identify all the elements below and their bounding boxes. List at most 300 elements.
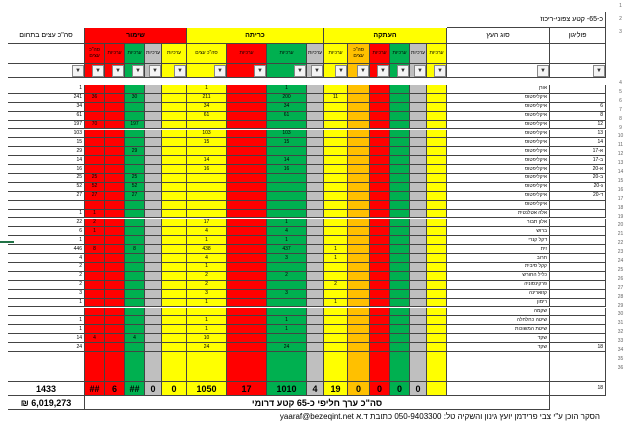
table-cell [145,210,162,219]
row-number[interactable]: 23 [617,249,624,256]
filter-dropdown-button[interactable]: ▼ [294,65,306,77]
table-cell [370,272,390,281]
row-number[interactable]: 27 [617,284,624,291]
table-cell [227,201,267,210]
row-number[interactable]: 21 [617,231,624,238]
table-cell [390,138,410,147]
row-number[interactable]: 31 [617,320,624,327]
table-cell [348,299,370,308]
table-cell [427,183,447,192]
row-number[interactable]: 12 [617,151,624,158]
table-cell [145,236,162,245]
subheader-t6: ערכיות [427,44,447,64]
filter-dropdown-button[interactable]: ▼ [377,65,389,77]
table-cell [324,316,348,325]
species-cell: אורן [447,85,550,94]
table-cell [410,299,427,308]
table-cell [227,103,267,112]
table-cell [348,272,370,281]
header-keep: שימור [85,28,187,44]
table-cell [267,308,307,317]
subheader-k2: ערכיות [105,44,125,64]
filter-dropdown-button[interactable]: ▼ [593,65,605,77]
table-cell: 197 [125,121,145,130]
table-cell [370,85,390,94]
table-cell [145,254,162,263]
filter-dropdown-button[interactable]: ▼ [434,65,446,77]
table-cell [145,334,162,343]
species-cell: איקליפטוס [447,147,550,156]
table-cell [324,103,348,112]
row-number[interactable]: 2 [619,16,622,22]
table-cell [307,210,324,219]
table-cell [125,352,145,382]
table-cell: 70 [85,121,105,130]
row-number[interactable]: 26 [617,275,624,282]
filter-dropdown-button[interactable]: ▼ [112,65,124,77]
table-cell [187,183,227,192]
species-cell: איקליפטוס [447,165,550,174]
subheader-k5: ערכיות [162,44,187,64]
table-cell [390,156,410,165]
table-cell: 25 [85,174,105,183]
table-cell: 437 [267,245,307,254]
table-cell [162,94,187,103]
table-cell [162,103,187,112]
table-cell [390,103,410,112]
table-cell: 29 [8,147,85,156]
table-cell: 30 [125,94,145,103]
table-cell [348,352,370,382]
table-cell [348,112,370,121]
table-cell [227,219,267,228]
species-cell: איקליפטוס [447,138,550,147]
species-cell: קזוארינה [447,290,550,299]
table-cell [267,352,307,382]
table-cell [227,130,267,139]
row-number[interactable]: 18 [617,204,624,211]
row-number[interactable]: 20 [617,222,624,229]
filter-dropdown-button[interactable]: ▼ [72,65,84,77]
table-cell: 1 [324,245,348,254]
table-cell: 34 [8,103,85,112]
table-cell [390,236,410,245]
table-cell [307,227,324,236]
row-number[interactable]: 13 [617,160,624,167]
table-cell [145,183,162,192]
table-cell [162,227,187,236]
table-cell [162,147,187,156]
sheet-title: כ-65- קטע צפוני-ריכוז [447,12,606,28]
table-cell [227,352,267,382]
table-cell [427,236,447,245]
table-cell: 17 [187,219,227,228]
table-cell: 18 [550,343,606,352]
table-cell [187,352,227,382]
table-cell [162,121,187,130]
table-cell [187,121,227,130]
table-cell [390,219,410,228]
table-cell [370,254,390,263]
table-cell: 61 [8,112,85,121]
row-number[interactable]: 34 [617,347,624,353]
row-number[interactable]: 35 [617,355,624,362]
table-cell [390,343,410,352]
table-cell [145,290,162,299]
table-cell [550,85,606,94]
row-number[interactable]: 28 [617,293,624,300]
table-cell [105,183,125,192]
table-cell [550,210,606,219]
row-number[interactable]: 29 [617,302,624,309]
table-cell [145,130,162,139]
table-cell [162,219,187,228]
species-cell: קקל סיבית [447,263,550,272]
table-cell [390,121,410,130]
total-blank [447,382,550,396]
table-cell: 1 [8,236,85,245]
row-number[interactable]: 15 [617,177,624,184]
total-blank [427,382,447,396]
table-cell: 1 [187,85,227,94]
table-cell [162,174,187,183]
species-cell: ברוש [447,227,550,236]
filter-dropdown-button[interactable]: ▼ [214,65,226,77]
table-cell [348,210,370,219]
table-cell [125,308,145,317]
table-cell [427,156,447,165]
table-cell [162,156,187,165]
table-cell [85,112,105,121]
table-cell [410,210,427,219]
table-cell: 61 [187,112,227,121]
table-cell: 1 [267,219,307,228]
table-cell [162,343,187,352]
row-number[interactable]: 33 [617,338,624,345]
table-cell [348,219,370,228]
table-cell [145,227,162,236]
filter-dropdown-button[interactable]: ▼ [92,65,104,77]
row-number[interactable]: 22 [617,240,624,247]
subheader-c3: ערכיות [267,44,307,64]
table-cell [427,299,447,308]
subheader-k3: ערכיות [125,44,145,64]
species-cell: דקל קנרי [447,236,550,245]
table-cell [85,236,105,245]
table-cell [227,156,267,165]
table-cell [145,343,162,352]
species-cell: רימון [447,299,550,308]
table-cell [550,219,606,228]
species-cell: אלה אטלנטית [447,210,550,219]
table-cell [85,201,105,210]
row-number[interactable]: 11 [617,142,624,149]
credit-line: הסקר הוכן ע"י צבי פרידמן יועץ גינון והשקיה טל: 050-9403300 כתובת ד.א yaaraf@bezeqint.net [279,411,600,421]
table-cell [427,94,447,103]
table-cell [410,352,427,382]
table-cell [410,94,427,103]
table-cell [125,201,145,210]
table-cell [307,272,324,281]
row-number[interactable]: 24 [617,258,624,264]
table-cell [390,130,410,139]
table-cell [85,290,105,299]
table-cell [125,272,145,281]
table-cell [267,174,307,183]
table-cell: 1 [85,227,105,236]
species-cell: שיטת המשוכות [447,325,550,334]
table-cell [550,281,606,290]
table-cell [307,85,324,94]
table-cell [324,201,348,210]
table-cell [324,219,348,228]
table-cell [324,165,348,174]
table-cell [348,183,370,192]
table-cell [105,263,125,272]
table-cell: 24 [267,343,307,352]
species-cell: איקליפטוס [447,156,550,165]
table-cell [410,245,427,254]
table-cell [427,227,447,236]
table-cell [187,210,227,219]
table-cell [324,192,348,201]
table-cell [162,210,187,219]
table-cell [105,192,125,201]
table-cell [105,254,125,263]
table-cell [410,156,427,165]
species-cell: כליל החורש [447,272,550,281]
table-cell [125,138,145,147]
table-cell [145,219,162,228]
filter-dropdown-button[interactable]: ▼ [357,65,369,77]
table-cell [125,219,145,228]
table-cell [324,156,348,165]
table-cell: 446 [8,245,85,254]
total-cell: 4 [307,382,324,396]
table-cell [227,299,267,308]
table-cell [227,112,267,121]
table-cell: 1 [8,316,85,325]
table-cell [105,308,125,317]
table-cell [267,201,307,210]
filter-dropdown-button[interactable]: ▼ [149,65,161,77]
table-cell [348,290,370,299]
table-cell [85,281,105,290]
species-cell: אלון תבור [447,219,550,228]
table-cell: 103 [267,130,307,139]
species-cell: איקליפטוס [447,201,550,210]
table-cell [162,165,187,174]
row-number[interactable]: 19 [617,213,624,220]
table-cell [348,236,370,245]
table-cell [427,245,447,254]
table-cell [348,147,370,156]
table-cell: 1 [187,236,227,245]
total-cell: ## [125,382,145,396]
filter-dropdown-button[interactable]: ▼ [537,65,549,77]
table-cell [370,201,390,210]
table-cell [105,94,125,103]
table-cell [348,165,370,174]
table-cell: 6 [8,227,85,236]
table-cell [105,112,125,121]
table-cell [370,352,390,382]
table-cell [187,201,227,210]
table-cell [227,192,267,201]
row-number[interactable]: 16 [617,186,624,193]
table-cell [390,352,410,382]
header-transplant: העתקה [324,28,447,44]
filter-dropdown-button[interactable]: ▼ [254,65,266,77]
table-cell [410,263,427,272]
row-number[interactable]: 3 [619,29,622,35]
table-cell [348,192,370,201]
table-cell [227,334,267,343]
table-cell [324,183,348,192]
table-cell [125,343,145,352]
table-cell [307,352,324,382]
table-cell [307,334,324,343]
table-cell: 15 [267,138,307,147]
table-cell: 2 [8,263,85,272]
table-cell [227,147,267,156]
table-cell [324,352,348,382]
row-number[interactable]: 4 [619,80,622,86]
row-number[interactable]: 6 [619,97,622,104]
table-cell [227,254,267,263]
table-cell [145,192,162,201]
table-cell [227,245,267,254]
row-number[interactable]: 8 [619,115,622,122]
total-cell: 0 [370,382,390,396]
table-cell [125,254,145,263]
species-cell: איקליפטוס [447,112,550,121]
table-cell [227,183,267,192]
table-cell [162,325,187,334]
table-cell [427,103,447,112]
table-cell [370,263,390,272]
table-cell [85,272,105,281]
total-polygon-cell: 18 [550,382,606,396]
row-number[interactable]: 1 [619,3,622,9]
row-number[interactable]: 5 [619,88,622,95]
total-cell: 1050 [187,382,227,396]
table-cell [105,147,125,156]
filter-dropdown-button[interactable]: ▼ [397,65,409,77]
table-cell [370,219,390,228]
table-cell: 2 [267,272,307,281]
table-cell [85,85,105,94]
table-cell [227,325,267,334]
row-number[interactable]: 7 [619,106,622,113]
table-cell: 8 [550,112,606,121]
table-cell [145,316,162,325]
table-cell [145,165,162,174]
table-cell: 197 [8,121,85,130]
row-number[interactable]: 17 [617,195,624,202]
filter-dropdown-button[interactable]: ▼ [132,65,144,77]
table-cell: ב-20 [550,174,606,183]
table-cell [370,112,390,121]
table-cell [125,85,145,94]
table-cell [370,165,390,174]
filter-dropdown-button[interactable]: ▼ [174,65,186,77]
row-number[interactable]: 30 [617,311,624,318]
table-cell: 438 [187,245,227,254]
table-cell: 2 [8,281,85,290]
table-cell [390,192,410,201]
table-cell [162,272,187,281]
table-cell [324,112,348,121]
table-cell: 52 [8,183,85,192]
table-cell [307,183,324,192]
table-cell [370,147,390,156]
table-cell [348,316,370,325]
row-number[interactable]: 9 [619,124,622,131]
table-cell: 27 [8,192,85,201]
row-number[interactable]: 36 [617,364,624,371]
table-cell: 27 [85,192,105,201]
table-cell [307,130,324,139]
table-cell: 1 [267,325,307,334]
table-cell [145,112,162,121]
row-number[interactable]: 14 [617,169,624,175]
table-cell [307,138,324,147]
subheader-blank [447,44,550,64]
table-cell [550,94,606,103]
table-cell [307,290,324,299]
table-cell [227,316,267,325]
subheader-t2: סה"כ עצים [348,44,370,64]
table-cell [85,352,105,382]
table-cell: 103 [187,130,227,139]
table-cell [85,299,105,308]
table-cell [550,245,606,254]
table-cell [370,183,390,192]
table-cell: 14 [8,334,85,343]
row-number[interactable]: 10 [617,133,624,140]
table-cell [390,254,410,263]
subheader-t3: ערכיות [370,44,390,64]
table-cell [324,210,348,219]
row-number[interactable]: 32 [617,329,624,336]
table-cell: 34 [187,103,227,112]
table-cell: 29 [125,147,145,156]
filter-dropdown-button[interactable]: ▼ [335,65,347,77]
table-cell [410,236,427,245]
row-number[interactable]: 25 [617,266,624,273]
table-cell [125,263,145,272]
table-cell [105,210,125,219]
table-cell [390,85,410,94]
table-cell [427,290,447,299]
table-cell [105,236,125,245]
total-cell: 1010 [267,382,307,396]
table-cell [187,147,227,156]
table-cell [550,290,606,299]
table-cell [125,165,145,174]
table-cell [427,174,447,183]
filter-dropdown-button[interactable]: ▼ [311,65,323,77]
table-cell [125,316,145,325]
selection-marker [0,241,14,243]
table-cell [410,290,427,299]
filter-dropdown-button[interactable]: ▼ [414,65,426,77]
table-cell [105,156,125,165]
table-cell [370,227,390,236]
table-cell [427,254,447,263]
table-cell [85,263,105,272]
